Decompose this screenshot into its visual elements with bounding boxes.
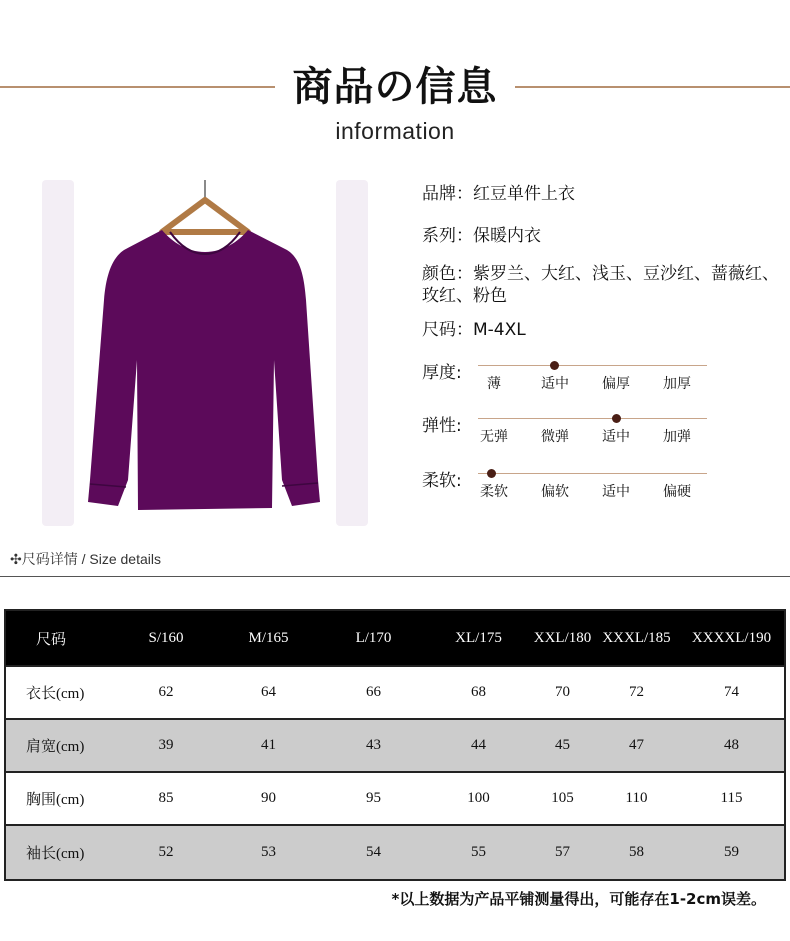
table-header-cell: L/170 [355, 629, 392, 646]
table-cell: 54 [366, 844, 381, 860]
scale-track [478, 418, 707, 419]
table-cell: 45 [555, 737, 570, 753]
table-cell: 64 [261, 684, 276, 700]
header-divider-left [0, 86, 275, 88]
table-cell: 48 [724, 737, 739, 753]
series-value: 保暖内衣 [473, 226, 541, 246]
scale-track [478, 365, 707, 366]
table-cell: 53 [261, 844, 276, 860]
scale-option: 偏厚 [602, 376, 630, 392]
table-cell: 59 [724, 844, 739, 860]
table-cell: 62 [158, 684, 174, 700]
scale-option: 偏软 [541, 484, 569, 500]
size-details-label: ✣尺码详情 / Size details [10, 551, 161, 567]
scale-option: 无弹 [480, 429, 508, 445]
table-header-cell: 尺码 [36, 631, 67, 648]
page-title: 商品の信息 [292, 64, 498, 110]
table-cell: 胸围(cm) [26, 792, 85, 808]
table-cell: 74 [724, 684, 739, 700]
table-cell: 110 [625, 790, 648, 806]
table-cell: 39 [158, 737, 174, 753]
table-header-cell: M/165 [248, 629, 289, 646]
table-cell: 115 [720, 790, 743, 806]
table-cell: 72 [629, 684, 644, 700]
table-cell: 55 [471, 844, 486, 860]
info-series [422, 225, 541, 247]
product-image [42, 180, 368, 526]
table-row [6, 667, 784, 720]
table-header-cell: XXXL/185 [602, 629, 671, 646]
info-colors [422, 263, 782, 307]
table-row [6, 773, 784, 826]
table-cell: 袖长(cm) [26, 846, 85, 862]
scale-option: 薄 [487, 376, 501, 392]
info-brand [422, 183, 575, 205]
table-cell: 47 [629, 737, 644, 753]
table-cell: 105 [551, 790, 574, 806]
table-cell: 85 [158, 790, 174, 806]
table-header-row [6, 611, 784, 667]
table-cell: 57 [555, 844, 570, 860]
table-cell: 66 [366, 684, 381, 700]
brand-key: 品牌： [422, 184, 473, 204]
scale-option: 偏硬 [663, 484, 691, 500]
size-value: M-4XL [473, 320, 526, 340]
series-key: 系列： [422, 226, 473, 246]
size-table [4, 609, 786, 881]
table-row [6, 826, 784, 879]
table-cell: 90 [261, 790, 276, 806]
scale-label: 柔软: [422, 471, 462, 491]
shirt-tag [199, 238, 211, 247]
table-header-cell: XXL/180 [533, 629, 592, 646]
scale-marker [612, 414, 621, 423]
size-key: 尺码： [422, 320, 473, 340]
table-cell: 44 [471, 737, 486, 753]
table-row [6, 720, 784, 773]
scale-track [478, 473, 707, 474]
info-size [422, 319, 526, 341]
table-cell: 68 [471, 684, 486, 700]
table-cell: 52 [158, 844, 174, 860]
table-cell: 43 [366, 737, 381, 753]
table-header-cell: XL/175 [455, 629, 502, 646]
scale-option: 微弹 [541, 429, 569, 445]
shirt-illustration [42, 180, 368, 526]
table-cell: 100 [467, 790, 490, 806]
table-header-cell: XXXXL/190 [691, 629, 772, 646]
brand-value: 红豆单件上衣 [473, 184, 575, 204]
table-cell: 肩宽(cm) [26, 739, 85, 755]
shirt-body [88, 230, 320, 510]
scale-option: 加厚 [663, 376, 691, 392]
scale-option: 柔软 [480, 484, 508, 500]
color-value: 紫罗兰、大红、浅玉、豆沙红、蔷薇红、玫红、粉色 [422, 264, 779, 306]
size-details-divider [0, 576, 790, 577]
scale-option: 适中 [602, 484, 630, 500]
table-cell: 衣长(cm) [26, 686, 85, 702]
footnote: *以上数据为产品平铺测量得出，可能存在1-2cm误差。 [391, 890, 766, 908]
color-key: 颜色： [422, 264, 473, 284]
table-cell: 58 [629, 844, 644, 860]
hanger [162, 200, 248, 232]
table-cell: 70 [555, 684, 570, 700]
table-cell: 41 [261, 737, 276, 753]
table-cell: 95 [366, 790, 381, 806]
scale-option: 加弹 [663, 429, 691, 445]
scale-marker [487, 469, 496, 478]
scale-option: 适中 [602, 429, 630, 445]
scale-marker [550, 361, 559, 370]
page-subtitle: information [335, 118, 455, 144]
table-header-cell: S/160 [148, 629, 184, 646]
scale-label: 厚度: [422, 363, 462, 383]
header-divider-right [515, 86, 790, 88]
scale-label: 弹性: [422, 416, 462, 436]
scale-option: 适中 [541, 376, 569, 392]
